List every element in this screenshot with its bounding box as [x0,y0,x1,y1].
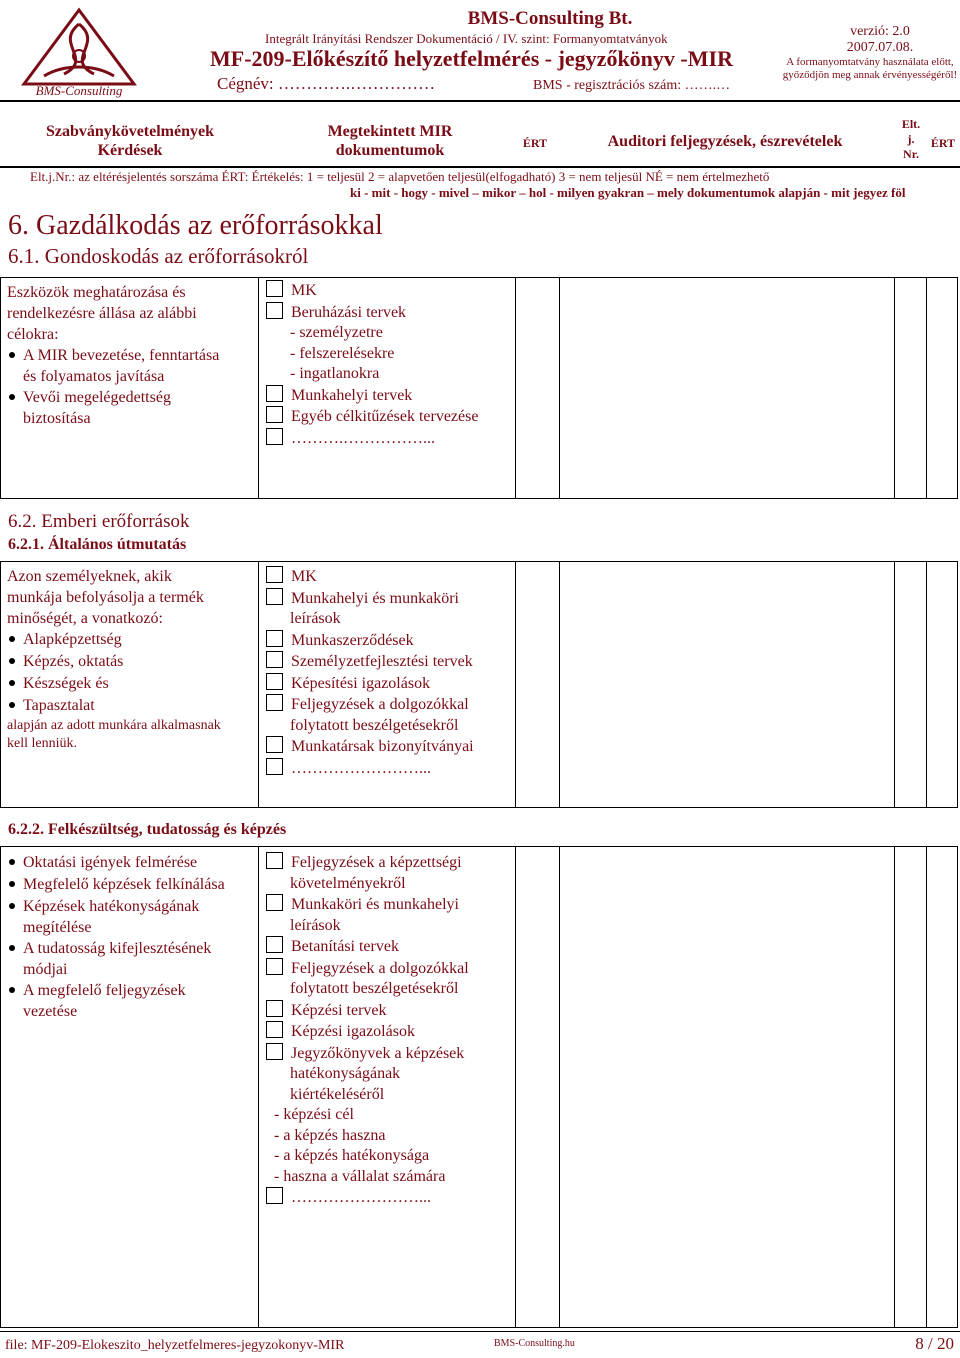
page-number: 8 / 20 [915,1334,954,1353]
block1-intro-line: Eszközök meghatározása és [7,284,186,301]
block2-intro-line: minőségét, a vonatkozó: [7,610,163,627]
col-auditor-notes-header: Auditori feljegyzések, észrevételek [607,133,843,150]
block2-bullet: Képzés, oktatás [7,651,257,673]
doc-item-cont: leírások [290,610,341,627]
col-nr-line2: j. [907,132,915,146]
block1-bullet-cont: és folyamatos javítása [23,368,165,385]
doc-item[interactable]: Jegyzőkönyvek a képzések [266,1043,511,1065]
checkbox[interactable] [266,758,283,775]
doc-item[interactable]: Képzési igazolások [266,1021,511,1043]
doc-item[interactable]: Betanítási tervek [266,936,511,958]
doc-item[interactable]: Beruházási tervek [266,302,511,324]
block2-bullet: Tapasztalat [7,695,257,717]
doc-item-cont: folytatott beszélgetésekről [290,980,459,997]
doc-item-cont: leírások [290,916,341,934]
doc-item[interactable]: Munkahelyi tervek [266,385,511,407]
legend-line1: Elt.j.Nr.: az eltérésjelentés sorszáma ÉRT: Értékelés: 1 = teljesül 2 = alapvetően teljesül(elfogadható) 3 = nem teljesül NÉ = nem értelmezhető [30,169,770,184]
doc-subitem: - a képzés haszna [274,1126,386,1144]
checkbox[interactable] [266,958,283,975]
block2-bullet: Készségek és [7,673,257,695]
doc-item[interactable]: Munkaszerződések [266,630,511,652]
doc-item[interactable]: Személyzetfejlesztési tervek [266,651,511,673]
col-ert-header: ÉRT [522,136,548,150]
checkbox[interactable] [266,694,283,711]
block3-requirements [7,852,257,1022]
col-nr-line1: Elt. [901,117,921,131]
doc-item[interactable]: Képzési tervek [266,1000,511,1022]
col-documents-line2: dokumentumok [335,142,445,159]
doc-item[interactable]: Feljegyzések a dolgozókkal [266,694,511,716]
block2-bullet: Alapképzettség [7,629,257,651]
header-divider [0,100,960,102]
block3-bullet: A tudatosság kifejlesztésének [7,938,257,960]
block3-bullet-cont: megítélése [23,919,92,936]
checkbox[interactable] [266,1021,283,1038]
col-documents-header [290,122,490,160]
checkbox[interactable] [266,936,283,953]
section-heading-6-1: 6.1. Gondoskodás az erőforrásokról [8,244,309,268]
doc-item[interactable]: ……………………... [266,758,511,780]
col-requirements-line2: Kérdések [97,142,163,159]
checkbox[interactable] [266,588,283,605]
doc-item[interactable]: ……….……………... [266,428,511,450]
col-requirements-line1: Szabványkövetelmények [46,123,214,140]
block3-bullet-cont: módjai [23,961,68,978]
doc-title: MF-209-Előkészítő helyzetfelmérés - jegyzőkönyv -MIR [210,46,733,71]
block1-bullet-cont: biztosítása [23,410,91,427]
block2-outro-line: alapján az adott munkára alkalmasnak [7,718,221,733]
block1-intro-line: célokra: [7,326,59,343]
checkbox[interactable] [266,406,283,423]
doc-item[interactable]: Munkaköri és munkahelyi [266,894,511,916]
block3-bullet: Oktatási igények felmérése [7,852,257,874]
doc-item[interactable]: Képesítési igazolások [266,673,511,695]
checkbox[interactable] [266,736,283,753]
checkbox[interactable] [266,428,283,445]
legend-line2: ki - mit - hogy - mivel – mikor – hol - milyen gyakran – mely dokumentumok alapján - mit jegyez föl [350,185,906,200]
checkbox[interactable] [266,651,283,668]
section-heading-6-2: 6.2. Emberi erőforrások [8,511,190,532]
checkbox[interactable] [266,1043,283,1060]
company-name-field: Cégnév: ………….…………… [217,74,436,93]
block3-bullet: Megfelelő képzések felkínálása [7,874,257,896]
doc-subitem: - személyzetre [290,324,383,341]
block3-bullet-cont: vezetése [23,1003,78,1020]
doc-item[interactable]: Feljegyzések a dolgozókkal [266,958,511,980]
checkbox[interactable] [266,894,283,911]
checkbox[interactable] [266,630,283,647]
doc-item[interactable]: Munkatársak bizonyítványai [266,736,511,758]
company-name: BMS-Consulting Bt. [467,8,633,29]
checkbox[interactable] [266,852,283,869]
checkbox[interactable] [266,1187,283,1204]
doc-subline: Integrált Irányítási Rendszer Dokumentáció / IV. szint: Formanyomtatványok [265,31,668,46]
checkbox[interactable] [266,673,283,690]
block1-documents [266,280,511,449]
block2-requirements [7,566,257,753]
doc-item[interactable]: MK [266,566,511,588]
block3-bullet: A megfelelő feljegyzések [7,980,257,1002]
checkbox[interactable] [266,566,283,583]
footer-logo: BMS-Consulting.hu [494,1338,575,1349]
footer-divider [0,1331,960,1332]
version-date: 2007.07.08. [846,40,914,55]
page-header [0,0,960,100]
doc-subitem: - felszerelésekre [290,344,395,362]
doc-subitem: - a képzés hatékonysága [274,1147,430,1164]
doc-subitem: - haszna a vállalat számára [274,1167,446,1185]
block2-documents [266,566,511,779]
doc-item-cont: kiértékeléséről [290,1085,385,1103]
doc-item[interactable]: Feljegyzések a képzettségi [266,852,511,874]
doc-item[interactable]: MK [266,280,511,302]
checkbox[interactable] [266,280,283,297]
doc-item-cont: hatékonyságának [290,1065,401,1082]
logo-text: BMS-Consulting [35,83,123,98]
col-nr-line3: Nr. [903,147,919,161]
doc-item[interactable]: ……………………... [266,1187,511,1209]
doc-item-cont: folytatott beszélgetésekről [290,716,459,734]
col-documents-line1: Megtekintett MIR [327,123,453,140]
block2-outro-line: kell lenniük. [7,736,77,751]
block2-intro-line: Azon személyeknek, akik [7,568,172,585]
section-heading-6-2-2: 6.2.2. Felkészültség, tudatosság és képzés [8,821,287,838]
col-nr-header [896,117,926,162]
doc-item[interactable]: Munkahelyi és munkaköri [266,588,511,610]
block1-requirements [7,282,252,429]
block1-bullet: A MIR bevezetése, fenntartása [7,345,252,366]
doc-item[interactable]: Egyéb célkitűzések tervezése [266,406,511,428]
bms-registration-field: BMS - regisztrációs szám: …….… [533,78,731,93]
col-requirements-header [20,122,240,160]
footer-filename: file: MF-209-Elokeszito_helyzetfelmeres-jegyzokonyv-MIR [5,1338,345,1353]
block1-intro-line: rendelkezésre állása az alábbi [7,305,197,322]
block3-documents [266,852,511,1209]
checkbox[interactable] [266,302,283,319]
validity-note: A formanyomtatvány használata előtt, győződjön meg annak érvényességéről! [782,56,958,81]
col-ert2-header: ÉRT [930,136,956,150]
doc-subitem: - ingatlanokra [290,365,380,382]
version-label: verzió: 2.0 [850,24,910,39]
doc-subitem: - képzési cél [274,1106,354,1123]
block1-bullet: Vevői megelégedettség [7,387,252,408]
checkbox[interactable] [266,385,283,402]
doc-item-cont: követelményekről [290,874,406,892]
block3-bullet: Képzések hatékonyságának [7,896,257,918]
block2-intro-line: munkája befolyásolja a termék [7,589,204,606]
section-heading-6: 6. Gazdálkodás az erőforrásokkal [8,210,383,241]
company-logo [14,4,144,98]
checkbox[interactable] [266,1000,283,1017]
colhdr-divider [0,166,960,168]
section-heading-6-2-1: 6.2.1. Általános útmutatás [8,536,187,553]
